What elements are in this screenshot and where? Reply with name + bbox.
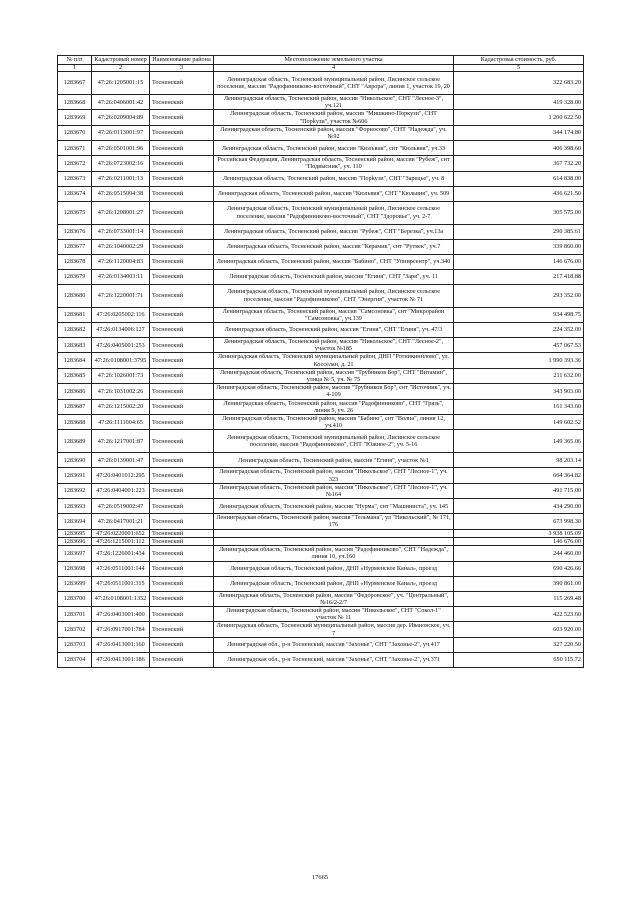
row-cadastral-value: 650 115.72 <box>454 652 584 667</box>
row-location: Ленинградская область, Тосненский район, массив "Порkузи", СНТ "Зарецье", уч. 8 <box>214 171 454 186</box>
row-cadastral-value: 339 860.00 <box>454 239 584 254</box>
table-row <box>58 353 584 368</box>
row-cadastral-number: 47:26:0406001:42 <box>92 95 150 110</box>
column-number: 4 <box>214 65 454 72</box>
row-location: Ленинградская область, Тосненский район, массив "Тельмана", ул "Никольский", № 171, 176 <box>214 514 454 529</box>
header-index: № п/п <box>58 56 92 65</box>
row-district: Тосненский <box>150 576 214 591</box>
row-district: Тосненский <box>150 652 214 667</box>
row-cadastral-value: 457 067.53 <box>454 338 584 353</box>
row-cadastral-value: 406 398.60 <box>454 141 584 156</box>
row-district: Тосненский <box>150 239 214 254</box>
page-number: 17665 <box>311 874 329 881</box>
row-cadastral-value: 305 575.00 <box>454 201 584 224</box>
row-cadastral-value: 290 385.61 <box>454 224 584 239</box>
row-cadastral-value: 115 269.48 <box>454 591 584 606</box>
row-cadastral-value: 934 498.75 <box>454 307 584 322</box>
header-district: Наименование района <box>150 56 214 65</box>
table-row <box>58 156 584 171</box>
table-row <box>58 110 584 125</box>
row-cadastral-value: 491 715.00 <box>454 483 584 498</box>
row-location: Ленинградская область, Тосненский район, ДНП «Нурменское Канал», проезд <box>214 561 454 576</box>
row-cadastral-number: 47:26:0515004:38 <box>92 186 150 201</box>
row-index: 1283682 <box>58 323 92 338</box>
table-row <box>58 201 584 224</box>
table-row <box>58 591 584 606</box>
row-location <box>214 537 454 545</box>
row-index: 1283671 <box>58 141 92 156</box>
row-cadastral-number: 47:26:1217001:87 <box>92 430 150 453</box>
table-row <box>58 72 584 95</box>
table-row <box>58 483 584 498</box>
row-cadastral-value: 436 621.50 <box>454 186 584 201</box>
row-cadastral-value: 149 365.06 <box>454 430 584 453</box>
table-row <box>58 399 584 414</box>
row-district: Тосненский <box>150 95 214 110</box>
row-cadastral-value: 1 990 393.36 <box>454 353 584 368</box>
row-location: Ленинградская область, Тосненский район, массив "Никольское", СНТ "Лесное-1", уч. №164 <box>214 483 454 498</box>
row-location: Ленинградская область, Тосненский район, массив "Форносово", СНТ "Надежда", уч. №92 <box>214 125 454 140</box>
row-location: Ленинградская область, Тосненский район, массив "Егиня", СНТ "Егиня", уч. 47/3 <box>214 323 454 338</box>
row-district: Тосненский <box>150 201 214 224</box>
row-cadastral-number: 47:26:1208001:27 <box>92 201 150 224</box>
table-row <box>58 537 584 545</box>
row-location: Ленинградская область, Тосненский район, массив "Рубеж", СНТ "Березка", уч.13а <box>214 224 454 239</box>
column-number-row <box>58 65 584 72</box>
row-district: Тосненский <box>150 141 214 156</box>
row-district: Тосненский <box>150 399 214 414</box>
row-index: 1283701 <box>58 606 92 621</box>
row-cadastral-value: 211 632.00 <box>454 368 584 383</box>
row-location: Ленинградская область, Тосненский муниципальный район, массив дер. Ивановское, уч. 7 <box>214 622 454 637</box>
table-row <box>58 606 584 621</box>
row-location: Ленинградская обл., р-н Тосненский, массив "Захонье", СНТ "Захонье-2", уч.371 <box>214 652 454 667</box>
row-index: 1283686 <box>58 384 92 399</box>
row-location: Ленинградская область, Тосненский район, массив "Никольское", СНТ "Лесное-1", уч. 323 <box>214 468 454 483</box>
row-index: 1283691 <box>58 468 92 483</box>
row-cadastral-number: 47:26:0417001:21 <box>92 514 150 529</box>
row-index: 1283697 <box>58 546 92 561</box>
row-cadastral-number: 47:26:0211001:13 <box>92 171 150 186</box>
table-row <box>58 307 584 322</box>
row-cadastral-value: 98 203.14 <box>454 453 584 468</box>
row-cadastral-value: 434 290.00 <box>454 499 584 514</box>
row-index: 1283689 <box>58 430 92 453</box>
row-district: Тосненский <box>150 453 214 468</box>
row-cadastral-number: 47:26:0205002:116 <box>92 307 150 322</box>
row-index: 1283692 <box>58 483 92 498</box>
row-index: 1283677 <box>58 239 92 254</box>
row-location: Ленинградская область, Тосненский район, массив "Самсоновка", снт "Микрорайон "Самсоновка", уч.139 <box>214 307 454 322</box>
row-location: Ленинградская область, Тосненский район, массив "Бабино", снт "Волна", линия 12, уч.410 <box>214 415 454 430</box>
row-index: 1283668 <box>58 95 92 110</box>
row-district: Тосненский <box>150 622 214 637</box>
table-row <box>58 141 584 156</box>
row-cadastral-number: 47:26:0723002:16 <box>92 156 150 171</box>
row-location: Ленинградская область, Тосненский район, массив "Никольское", СНТ "Лесное-2", участок №185 <box>214 338 454 353</box>
row-cadastral-value: 322 683.20 <box>454 72 584 95</box>
row-cadastral-number: 47:26:0511001:144 <box>92 561 150 576</box>
row-index: 1283683 <box>58 338 92 353</box>
row-cadastral-number: 47:26:0108001:1352 <box>92 591 150 606</box>
table-row <box>58 254 584 269</box>
table-row <box>58 529 584 537</box>
row-district: Тосненский <box>150 514 214 529</box>
row-location: Российская Федерация, Ленинградская область, Тосненский район, массив "Рубеж", снт "Подвысник", уч. 110 <box>214 156 454 171</box>
row-district: Тосненский <box>150 269 214 284</box>
row-location: Ленинградская область, Тосненский муниципальный район, Лисинское сельское поселение, массив "Радофинниково", СНТ "Энергия", участок № 71 <box>214 284 454 307</box>
row-district: Тосненский <box>150 171 214 186</box>
row-cadastral-value: 146 676.00 <box>454 537 584 545</box>
row-location: Ленинградская область, Тосненский район, массив "Никольское", СНТ "Сокол-1" участок № 11 <box>214 606 454 621</box>
row-index: 1283694 <box>58 514 92 529</box>
row-location: Ленинградская область, Тосненский район, ДНП «Нурменское Канал», проезд <box>214 576 454 591</box>
row-cadastral-number: 47:26:0413001:186 <box>92 652 150 667</box>
row-district: Тосненский <box>150 499 214 514</box>
row-location: Ленинградская область, Тосненский район, массив "Мишкино-Поркузи", СНТ "Порkузи", участок №606 <box>214 110 454 125</box>
row-index: 1283669 <box>58 110 92 125</box>
row-district: Тосненский <box>150 537 214 545</box>
row-district: Тосненский <box>150 186 214 201</box>
row-cadastral-value: 390 861.00 <box>454 576 584 591</box>
table-row <box>58 514 584 529</box>
row-cadastral-number: 47:26:0405001:253 <box>92 338 150 353</box>
column-number: 5 <box>454 65 584 72</box>
row-cadastral-value: 224 352.00 <box>454 323 584 338</box>
row-district: Тосненский <box>150 415 214 430</box>
row-cadastral-number: 47:26:0733001:14 <box>92 224 150 239</box>
cadastral-value-table <box>57 55 584 668</box>
row-district: Тосненский <box>150 224 214 239</box>
row-location: Ленинградская область, Тосненский муниципальный район, Лисинское сельское поселение, массив "Радофинниково-восточный", СНТ "Аврора", линия 1, участок 19, 20 <box>214 72 454 95</box>
row-cadastral-number: 47:26:0501001:96 <box>92 141 150 156</box>
row-district: Тосненский <box>150 284 214 307</box>
row-index: 1283672 <box>58 156 92 171</box>
row-cadastral-value: 149 602.52 <box>454 415 584 430</box>
row-index: 1283704 <box>58 652 92 667</box>
row-district: Тосненский <box>150 561 214 576</box>
table-row <box>58 415 584 430</box>
row-cadastral-value: 419 328.00 <box>454 95 584 110</box>
row-index: 1283688 <box>58 415 92 430</box>
row-cadastral-number: 47:26:0134006:127 <box>92 323 150 338</box>
row-district: Тосненский <box>150 156 214 171</box>
row-district: Тосненский <box>150 110 214 125</box>
row-district: Тосненский <box>150 529 214 537</box>
header-cadastral-number: Кадастровый номер <box>92 56 150 65</box>
row-index: 1283693 <box>58 499 92 514</box>
row-cadastral-number: 47:26:0917001:784 <box>92 622 150 637</box>
row-index: 1283685 <box>58 368 92 383</box>
row-index: 1283695 <box>58 529 92 537</box>
row-cadastral-number: 47:26:0404001:223 <box>92 483 150 498</box>
row-cadastral-number: 47:26:0220001:652 <box>92 529 150 537</box>
row-index: 1283673 <box>58 171 92 186</box>
row-cadastral-value: 293 352.00 <box>454 284 584 307</box>
column-number: 2 <box>92 65 150 72</box>
row-district: Тосненский <box>150 72 214 95</box>
row-cadastral-number: 47:26:1111004:65 <box>92 415 150 430</box>
row-district: Тосненский <box>150 323 214 338</box>
row-location: Ленинградская область, Тосненский район, массив "Радофинниково", СНТ "Грязь", линия 5, уч. 26 <box>214 399 454 414</box>
row-location: Ленинградская область, Тосненский муниципальный район, Лисинское сельское поселение, массив "Радофинниково-восточный", СНТ "Здоровье", уч. 2-7 <box>214 201 454 224</box>
row-district: Тосненский <box>150 368 214 383</box>
row-index: 1283702 <box>58 622 92 637</box>
row-location: Ленинградская область, Тосненский район, массив "Егиня", участок №1 <box>214 453 454 468</box>
table-row <box>58 546 584 561</box>
row-index: 1283700 <box>58 591 92 606</box>
row-index: 1283670 <box>58 125 92 140</box>
row-cadastral-number: 47:26:0209004:89 <box>92 110 150 125</box>
row-cadastral-value: 3 938 105.09 <box>454 529 584 537</box>
column-number: 3 <box>150 65 214 72</box>
row-cadastral-value: 327 220.50 <box>454 637 584 652</box>
table-row <box>58 368 584 383</box>
row-district: Тосненский <box>150 307 214 322</box>
table-row <box>58 186 584 201</box>
table-row <box>58 430 584 453</box>
row-index: 1283675 <box>58 201 92 224</box>
row-cadastral-value: 343 903.00 <box>454 384 584 399</box>
table-row <box>58 468 584 483</box>
row-index: 1283679 <box>58 269 92 284</box>
row-location: Ленинградская область, Тосненский муниципальный район, Лисинское сельское поселение, массив "Радофинниково", СНТ "Южное-2", уч. 5-16 <box>214 430 454 453</box>
table-row <box>58 323 584 338</box>
column-number: 1 <box>58 65 92 72</box>
row-district: Тосненский <box>150 338 214 353</box>
table-row <box>58 384 584 399</box>
row-cadastral-number: 47:26:1031002:26 <box>92 384 150 399</box>
row-index: 1283681 <box>58 307 92 322</box>
table-row <box>58 284 584 307</box>
row-index: 1283703 <box>58 637 92 652</box>
table-row <box>58 622 584 637</box>
row-index: 1283680 <box>58 284 92 307</box>
row-index: 1283674 <box>58 186 92 201</box>
row-location: Ленинградская область, Тосненский район, массив "Кюльвия", СНТ "Кюльвия", уч. 509 <box>214 186 454 201</box>
row-cadastral-value: 217 418.88 <box>454 269 584 284</box>
row-location: Ленинградская область, Тосненский район, массив "Трубников Бор", снт "Источник", уч. 4-109 <box>214 384 454 399</box>
row-location: Ленинградская область, Тосненский район, массив "Никольское", СНТ "Лесное-3", уч.121 <box>214 95 454 110</box>
row-district: Тосненский <box>150 637 214 652</box>
row-district: Тосненский <box>150 430 214 453</box>
row-cadastral-number: 47:26:0113001:97 <box>92 125 150 140</box>
row-cadastral-value: 1 200 622.50 <box>454 110 584 125</box>
table-row <box>58 338 584 353</box>
row-location: Ленинградская область, Тосненский район, массив "Трубников Бор", СНТ "Витамин", улица № 5, уч. № 75 <box>214 368 454 383</box>
row-location <box>214 529 454 537</box>
row-cadastral-number: 47:26:0519002:47 <box>92 499 150 514</box>
row-cadastral-number: 47:26:0139001:47 <box>92 453 150 468</box>
row-location: Ленинградская область, Тосненский район, массив "Егиня", СНТ "Заря", уч. 11 <box>214 269 454 284</box>
row-cadastral-value: 673 998.30 <box>454 514 584 529</box>
row-district: Тосненский <box>150 468 214 483</box>
header-location: Местоположение земельного участка <box>214 56 454 65</box>
row-cadastral-value: 603 920.00 <box>454 622 584 637</box>
table-row <box>58 499 584 514</box>
row-location: Ленинградская область, Тосненский район, массив "Федоровское", уч. "Центральный", №16/2-2/7 <box>214 591 454 606</box>
table-row <box>58 561 584 576</box>
row-location: Ленинградская область, Тосненский район, массив "Нурма", снт "Машиниста", уч. 145 <box>214 499 454 514</box>
row-district: Тосненский <box>150 125 214 140</box>
row-cadastral-value: 422 523.60 <box>454 606 584 621</box>
row-cadastral-number: 47:26:1040002:29 <box>92 239 150 254</box>
row-cadastral-value: 367 732.20 <box>454 156 584 171</box>
row-district: Тосненский <box>150 483 214 498</box>
row-cadastral-number: 47:26:1026001:73 <box>92 368 150 383</box>
row-cadastral-number: 47:26:0134003:11 <box>92 269 150 284</box>
row-index: 1283678 <box>58 254 92 269</box>
row-cadastral-value: 146 676.00 <box>454 254 584 269</box>
row-district: Тосненский <box>150 384 214 399</box>
row-index: 1283684 <box>58 353 92 368</box>
table-row <box>58 171 584 186</box>
row-cadastral-number: 47:26:0511001:315 <box>92 576 150 591</box>
row-district: Тосненский <box>150 254 214 269</box>
table-row <box>58 239 584 254</box>
row-cadastral-number: 47:26:1205001:15 <box>92 72 150 95</box>
row-cadastral-value: 614 838.00 <box>454 171 584 186</box>
table-body <box>58 72 584 668</box>
table-header-row <box>58 56 584 65</box>
row-index: 1283699 <box>58 576 92 591</box>
row-location: Ленинградская обл., р-н Тосненский, массив "Захонье", СНТ "Захонье-2", уч.417 <box>214 637 454 652</box>
row-cadastral-number: 47:26:1226001:434 <box>92 546 150 561</box>
row-district: Тосненский <box>150 606 214 621</box>
row-location: Ленинградская область, Тосненский район, массив "Радофинниково", СНТ "Надежда", линия 10, уч.160 <box>214 546 454 561</box>
table-row <box>58 453 584 468</box>
row-district: Тосненский <box>150 546 214 561</box>
row-index: 1283698 <box>58 561 92 576</box>
row-district: Тосненский <box>150 353 214 368</box>
row-cadastral-value: 244 460.00 <box>454 546 584 561</box>
table-row <box>58 637 584 652</box>
row-cadastral-number: 47:26:1215002:20 <box>92 399 150 414</box>
row-cadastral-value: 664 364.82 <box>454 468 584 483</box>
row-cadastral-number: 47:26:1220001:71 <box>92 284 150 307</box>
header-cadastral-value: Кадастровая стоимость, руб. <box>454 56 584 65</box>
table-row <box>58 125 584 140</box>
row-index: 1283696 <box>58 537 92 545</box>
table-row <box>58 269 584 284</box>
row-location: Ленинградская область, Тосненский район, массив "Бабино", СНТ "Упнирсентр", уч.340 <box>214 254 454 269</box>
row-location: Ленинградская область, Тосненский район, массив "Кюльвия", снт "Кюльвия", уч.33 <box>214 141 454 156</box>
row-cadastral-number: 47:26:0401012:295 <box>92 468 150 483</box>
table-row <box>58 95 584 110</box>
table-row <box>58 224 584 239</box>
row-cadastral-number: 47:26:1120004:83 <box>92 254 150 269</box>
row-cadastral-number: 47:26:0413001:160 <box>92 637 150 652</box>
table-row <box>58 576 584 591</box>
row-cadastral-value: 161 343.60 <box>454 399 584 414</box>
row-cadastral-number: 47:26:0108001:3795 <box>92 353 150 368</box>
row-district: Тосненский <box>150 591 214 606</box>
row-location: Ленинградская область, Тосненский муниципальный район, ДНП "Ротникиннлово", ул. Косселан, д. 21 <box>214 353 454 368</box>
table-row <box>58 652 584 667</box>
row-cadastral-value: 344 174.80 <box>454 125 584 140</box>
row-location: Ленинградская область, Тосненский район, массив "Керамик", снт "Рутвек", уч.7 <box>214 239 454 254</box>
row-cadastral-number: 47:26:0403001:400 <box>92 606 150 621</box>
row-cadastral-number: 47:26:1215001:112 <box>92 537 150 545</box>
row-cadastral-value: 690 426.66 <box>454 561 584 576</box>
row-index: 1283676 <box>58 224 92 239</box>
row-index: 1283690 <box>58 453 92 468</box>
row-index: 1283667 <box>58 72 92 95</box>
row-index: 1283687 <box>58 399 92 414</box>
